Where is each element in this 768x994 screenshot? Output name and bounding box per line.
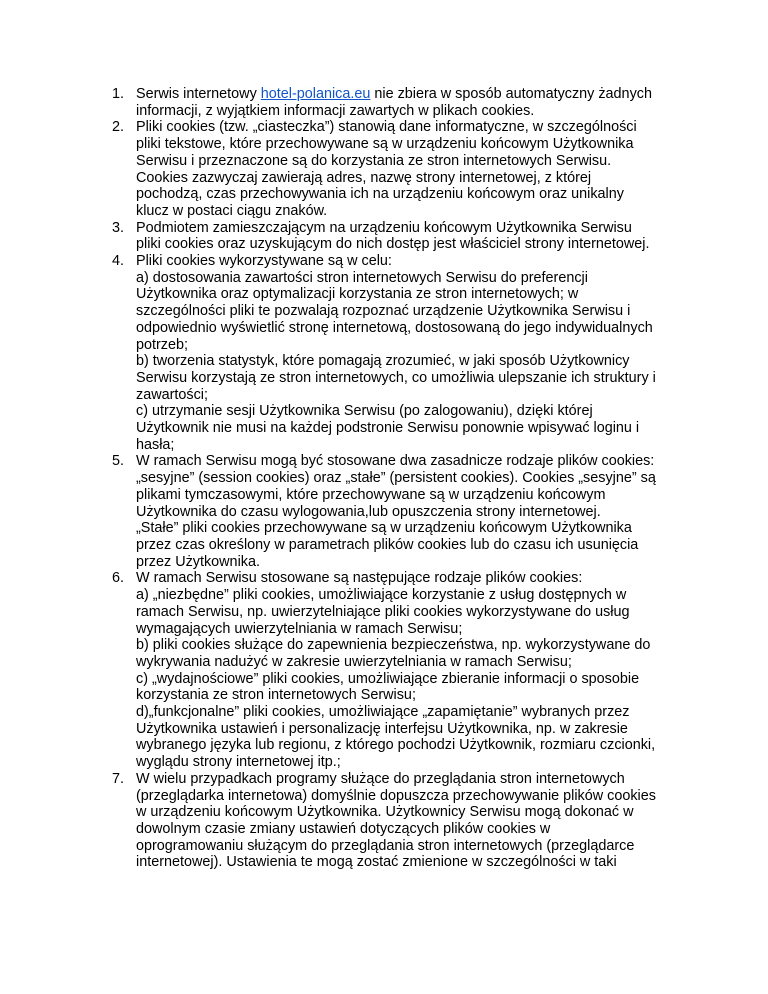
paragraph-text: nie zbiera w sposób automatyczny żadnych informacji, z wyjątkiem informacji zawartych w plikach cookies. xyxy=(136,86,652,119)
paragraph: c) „wydajnościowe” pliki cookies, umożliwiające zbieranie informacji o sposobie korzystania ze stron internetowych Serwisu; xyxy=(136,670,640,704)
paragraph: a) dostosowania zawartości stron internetowych Serwisu do preferencji Użytkownika oraz optymalizacji korzystania ze stron internetowych; w szczególności pliki te pozwalają rozpoznać urządzenie Użytkownika Serwisu i odpowiednio wyświetlić stronę internetową, dostosowaną do jego indywidualnych potrzeb; xyxy=(136,269,653,353)
paragraph: W ramach Serwisu mogą być stosowane dwa zasadnicze rodzaje plików cookies: „sesyjne” (session cookies) oraz „stałe” (persistent cookies). Cookies „sesyjne” są plikami tymczasowymi, które przechowywane są w urządzeniu końcowym Użytkownika do czasu wylogowania,lub opuszczenia strony internetowej. xyxy=(136,453,656,520)
list-number: 7. xyxy=(112,770,125,787)
paragraph: Podmiotem zamieszczającym na urządzeniu końcowym Użytkownika Serwisu pliki cookies oraz uzyskującym do nich dostęp jest właściciel strony internetowej. xyxy=(136,219,650,253)
paragraph: W ramach Serwisu stosowane są następujące rodzaje plików cookies: xyxy=(136,570,583,587)
list-number: 4. xyxy=(112,253,125,270)
paragraph: Cookies zazwyczaj zawierają adres, nazwę strony internetowej, z której pochodzą, czas przechowywania ich na urządzeniu końcowym oraz unikalny klucz w postaci ciągu znaków. xyxy=(136,169,624,219)
list-item xyxy=(112,86,660,119)
paragraph: W wielu przypadkach programy służące do przeglądania stron internetowych (przeglądarka internetowa) domyślnie dopuszcza przechowywanie plików cookies w urządzeniu końcowym Użytkownika. Użytkownicy Serwisu mogą dokonać w dowolnym czasie zmiany ustawień dotyczących plików cookies w oprogramowaniu służącym do przeglądania stron internetowych (przeglądarce internetowej). Ustawienia te mogą zostać zmienione w szczególności w taki xyxy=(136,770,656,871)
list-number: 3. xyxy=(112,219,125,236)
paragraph-text: Serwis internetowy xyxy=(136,86,261,102)
paragraph: c) utrzymanie sesji Użytkownika Serwisu (po zalogowaniu), dzięki której Użytkownik nie musi na każdej podstronie Serwisu ponownie wpisywać loginu i hasła; xyxy=(136,403,640,453)
paragraph: a) „niezbędne” pliki cookies, umożliwiające korzystanie z usług dostępnych w ramach Serwisu, np. uwierzytelniające pliki cookies wykorzystywane do usług wymagających uwierzytelniania w ramach Serwisu; xyxy=(136,587,630,637)
numbered-list xyxy=(112,86,660,871)
paragraph: Pliki cookies wykorzystywane są w celu: xyxy=(136,253,392,270)
list-item xyxy=(112,453,660,570)
list-number: 2. xyxy=(112,119,125,136)
website-link[interactable]: hotel-polanica.eu xyxy=(260,86,371,102)
list-item xyxy=(112,220,660,253)
paragraph: „Stałe” pliki cookies przechowywane są w urządzeniu końcowym Użytkownika przez czas określony w parametrach plików cookies lub do czasu ich usunięcia przez Użytkownika. xyxy=(136,520,639,570)
list-item xyxy=(112,570,660,770)
paragraph: d)„funkcjonalne” pliki cookies, umożliwiające „zapamiętanie” wybranych przez Użytkownika ustawień i personalizację interfejsu Użytkownika, np. w zakresie wybranego języka lub regionu, z którego pochodzi Użytkownik, rozmiaru czcionki, wyglądu strony internetowej itp.; xyxy=(136,704,656,771)
paragraph: b) tworzenia statystyk, które pomagają zrozumieć, w jaki sposób Użytkownicy Serwisu korzystają ze stron internetowych, co umożliwia ulepszanie ich struktury i zawartości; xyxy=(136,353,656,403)
list-number: 5. xyxy=(112,453,125,470)
list-item xyxy=(112,771,660,871)
paragraph: b) pliki cookies służące do zapewnienia bezpieczeństwa, np. wykorzystywane do wykrywania nadużyć w zakresie uwierzytelniania w ramach Serwisu; xyxy=(136,637,651,670)
list-number: 1. xyxy=(112,86,125,102)
list-number: 6. xyxy=(112,570,125,587)
paragraph: Pliki cookies (tzw. „ciasteczka”) stanowią dane informatyczne, w szczególności pliki tekstowe, które przechowywane są w urządzeniu końcowym Użytkownika Serwisu i przeznaczone są do korzystania ze stron internetowych Serwisu. xyxy=(136,119,637,169)
paragraph xyxy=(136,86,660,119)
list-item xyxy=(112,253,660,453)
list-item xyxy=(112,119,660,219)
